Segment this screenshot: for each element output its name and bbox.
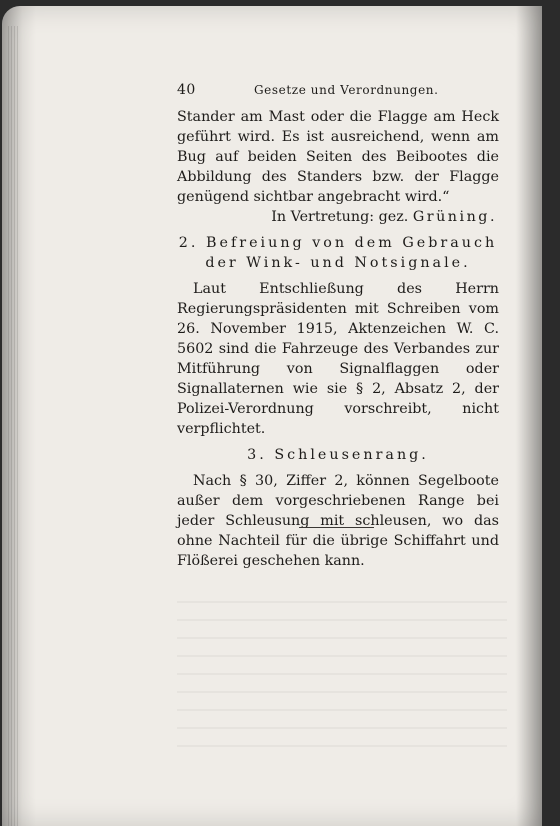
signature-name: Grüning. [412,209,497,225]
signature-line [177,207,499,227]
body-text [177,107,499,571]
section-2-heading [177,233,499,273]
intro-paragraph: Stander am Mast oder die Flagge am Heck geführt wird. Es ist ausreichend, wenn am Bug auf beiden Seiten des Beibootes die Abbildung des Standers bzw. der Flagge genügend sichtbar angebracht wird.“ [177,109,499,205]
end-rule [299,527,374,528]
section-2-heading-line1: 2. Befreiung von dem Gebrauch [178,235,498,251]
section-2-heading-line2: der Wink- und Notsignale. [205,255,471,271]
section-3-paragraph: Nach § 30, Ziffer 2, können Segelboote außer dem vorgeschriebenen Range bei jeder Schleusung mit schleusen, wo das ohne Nachteil für die übrige Schiffahrt und Flößerei geschehen kann. [177,473,499,569]
section-3-heading: 3. Schleusenrang. [247,447,429,463]
page-number: 40 [177,82,196,98]
book-page [2,6,542,826]
page-edge-texture [8,26,18,826]
signature-prefix: In Vertretung: gez. [271,209,413,225]
running-head: Gesetze und Verordnungen. [254,83,439,97]
bleed-through-texture [177,601,507,751]
section-2-paragraph: Laut Entschließung des Herrn Regierungspräsidenten mit Schreiben vom 26. November 1915, Aktenzeichen W. C. 5602 sind die Fahrzeuge des Verbandes zur Mitführung von Signalflaggen oder Signallaternen wie sie § 2, Absatz 2, der Polizei-Verordnung vorschreibt, nicht verpflichtet. [177,281,499,437]
page-header [177,82,499,102]
